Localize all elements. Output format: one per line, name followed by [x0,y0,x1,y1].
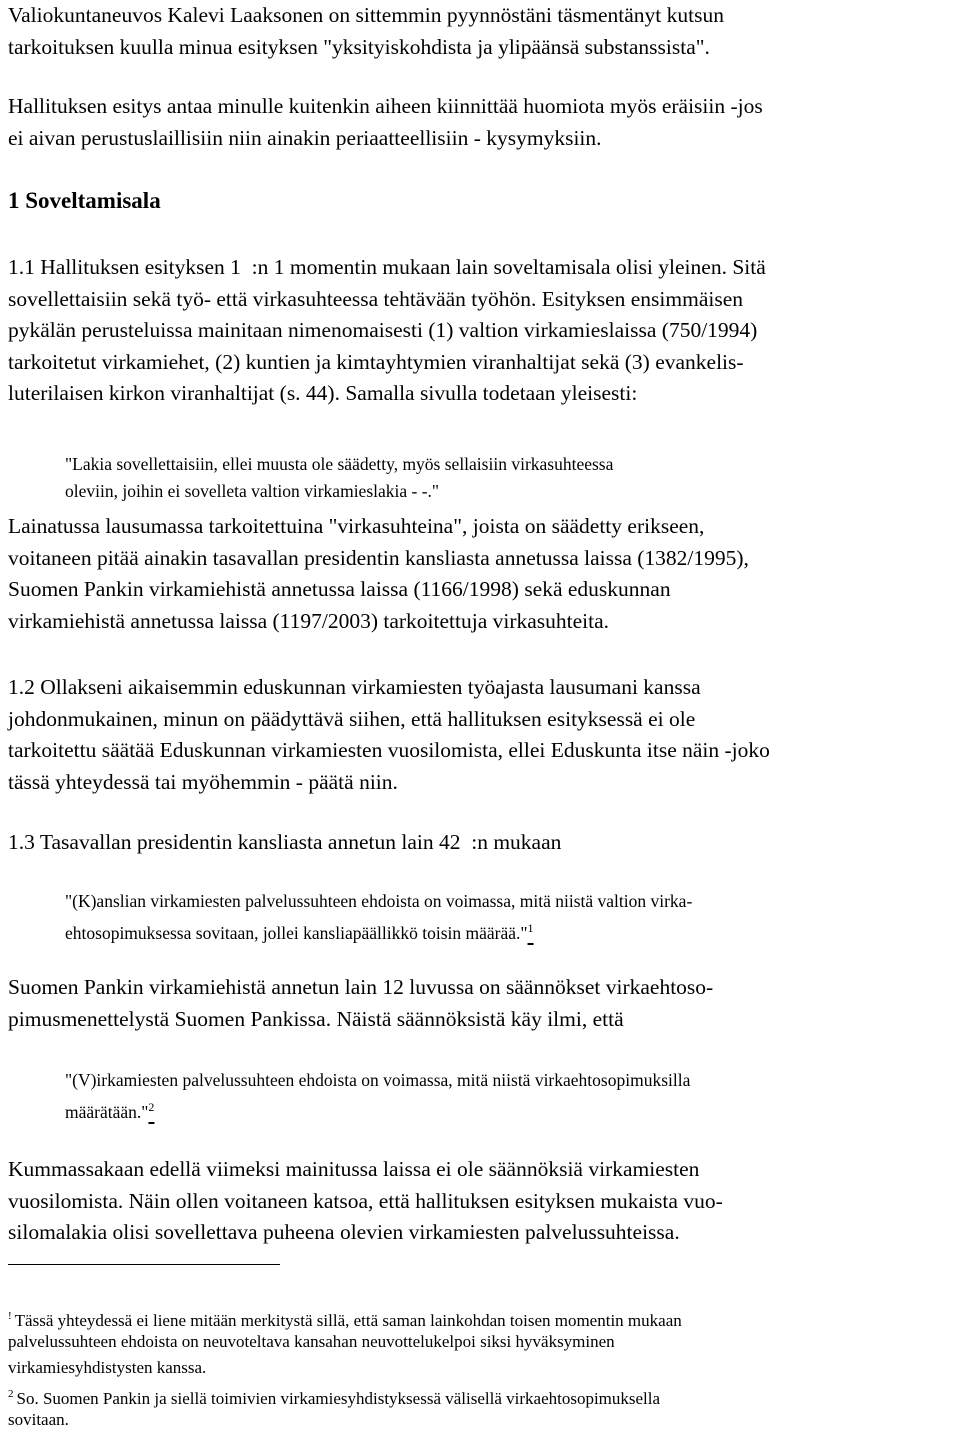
text-line: 1.3 Tasavallan presidentin kansliasta annetun lain 42 :n mukaan [8,830,562,854]
footnote-divider [8,1264,280,1265]
footnote-ref-2[interactable]: 2 [148,1099,155,1114]
text-line: pimusmenettelystä Suomen Pankissa. Näistä säännöksistä käy ilmi, että [8,1006,624,1031]
footnote-line: palvelussuhteen ehdoista on neuvoteltava kansahan neuvottelukelpoi siksi hyväksyminen [8,1332,615,1351]
footnote-ref-1[interactable]: 1 [527,920,534,935]
quote-line: "(K)anslian virkamiesten palvelussuhteen ehdoista on voimassa, mitä niistä valtion virka- [65,891,693,911]
text-line: Suomen Pankin virkamiehistä annetussa laissa (1166/1998) sekä eduskunnan [8,577,671,601]
text-line: 1.2 Ollakseni aikaisemmin eduskunnan virkamiesten työajasta lausumani kanssa [8,675,701,699]
footnote-line [8,1381,956,1407]
paragraph-context [8,91,956,154]
text-line: pykälän perusteluissa mainitaan nimenomaisesti (1) valtion virkamieslaissa (750/1994) [8,318,758,342]
footnote-text: Tässä yhteydessä ei liene mitään merkitystä sillä, että saman lainkohdan toisen momentin mukaan [14,1311,682,1330]
text-line: Kummassakaan edellä viimeksi mainitussa laissa ei ole säännöksiä virkamiesten [8,1157,700,1181]
footnote-line [8,1303,956,1329]
quote-line: oleviin, joihin ei sovelleta valtion virkamieslakia - -." [65,480,440,501]
block-quote [65,888,945,941]
text-line: virkamiehistä annetussa laissa (1197/2003) tarkoitettuja virkasuhteita. [8,608,610,633]
text-line: luterilaisen kirkon viranhaltijat (s. 44). Samalla sivulla todetaan yleisesti: [8,381,638,405]
text-line: sovellettaisiin sekä työ- että virkasuhteessa tehtävään työhön. Esityksen ensimmäisen [8,286,743,311]
block-quote [65,1067,945,1120]
text-line: voitaneen pitää ainakin tasavallan presidentin kansliasta annetussa laissa (1382/1995), [8,545,749,570]
footnote-line: sovitaan. [8,1410,69,1429]
text-line: tarkoitettu säätää Eduskunnan virkamiesten vuosilomista, ellei Eduskunta itse näin -joko [8,738,770,762]
text-line: tarkoituksen kuulla minua esityksen "yksityiskohdista ja ylipäänsä substanssista". [8,34,710,59]
footnote-mark: ! [8,1310,12,1322]
text-line: Suomen Pankin virkamiehistä annetun lain 12 luvussa on säännökset virkaehtoso- [8,975,714,999]
section-1-3-paragraph [8,827,956,859]
quote-line: "Lakia sovellettaisiin, ellei muusta ole säädetty, myös sellaisiin virkasuhteessa [65,454,614,474]
text-line: Valiokuntaneuvos Kalevi Laaksonen on sittemmin pyynnöstäni täsmentänyt kutsun [8,3,724,27]
footnote-1 [8,1303,956,1381]
paragraph-kummassakaan [8,1154,956,1249]
footnote-2 [8,1381,956,1433]
quote-line: "(V)irkamiesten palvelussuhteen ehdoista on voimassa, mitä niistä virkaehtosopimuksilla [65,1070,691,1090]
paragraph-suomen-pankki [8,972,956,1035]
block-quote [65,451,945,504]
quote-line [65,915,945,942]
section-1-1-paragraph [8,252,956,410]
text-line: tässä yhteydessä tai myöhemmin - päätä niin. [8,769,398,794]
section-heading: 1 Soveltamisala [8,188,161,213]
quote-line [65,1094,945,1121]
text-line: vuosilomista. Näin ollen voitaneen katsoa, että hallituksen esityksen mukaista vuo- [8,1188,723,1213]
text-line: silomalakia olisi sovellettava puheena olevien virkamiesten palvelussuhteissa. [8,1220,680,1244]
section-1-2-paragraph [8,672,956,798]
footnote-mark: 2 [8,1388,14,1400]
footnote-text: So. Suomen Pankin ja siellä toimivien virkamiesyhdistyksessä välisellä virkaehtosopimuksella [16,1389,661,1408]
intro-paragraph [8,0,956,63]
text-line: tarkoitetut virkamiehet, (2) kuntien ja kimtayhtymien viranhaltijat sekä (3) evankelis- [8,349,744,374]
quote-text: määrätään." [65,1101,149,1122]
text-line: Lainatussa lausumassa tarkoitettuina "virkasuhteina", joista on säädetty erikseen, [8,514,705,538]
text-line: johdonmukainen, minun on päädyttävä siihen, että hallituksen esityksessä ei ole [8,706,696,731]
quote-text: ehtosopimuksessa sovitaan, jollei kansliapäällikkö toisin määrää." [65,922,528,943]
text-line: 1.1 Hallituksen esityksen 1 :n 1 momentin mukaan lain soveltamisala olisi yleinen. Sitä [8,255,766,279]
footnote-line: virkamiesyhdistysten kanssa. [8,1358,207,1377]
paragraph-lainatussa [8,511,956,637]
text-line: ei aivan perustuslaillisiin niin ainakin periaatteellisiin - kysymyksiin. [8,125,602,150]
text-line: Hallituksen esitys antaa minulle kuitenkin aiheen kiinnittää huomiota myös eräisiin -jos [8,94,763,118]
